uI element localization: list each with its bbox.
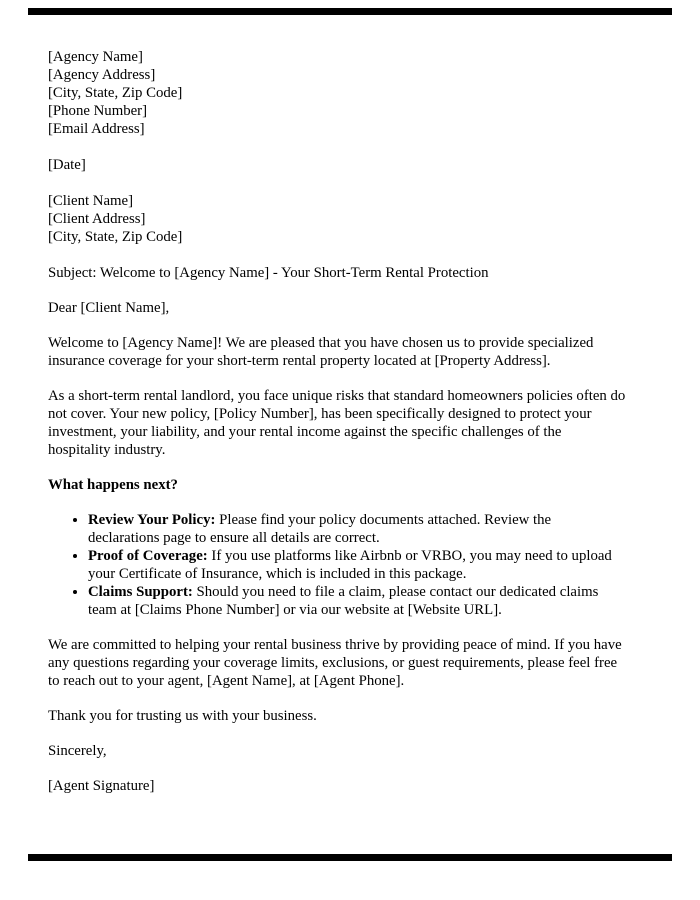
recipient-client-name: [Client Name] — [48, 193, 134, 209]
recipient-client-address: [Client Address] — [48, 211, 146, 227]
top-rule — [28, 8, 672, 15]
sender-phone: [Phone Number] — [48, 103, 148, 119]
paragraph-welcome: Welcome to [Agency Name]! We are pleased that you have chosen us to provide specialized insurance coverage for your short-term rental property located at [Property Address]. — [48, 335, 594, 369]
bullet-text: Please find your policy documents attached. Review the declarations page to ensure all details are correct. — [88, 512, 552, 546]
salutation: Dear [Client Name], — [48, 300, 170, 316]
sender-block — [48, 48, 626, 138]
list-item — [88, 547, 626, 583]
next-steps-heading: What happens next? — [48, 477, 178, 493]
bullet-label: Review Your Policy: — [88, 512, 216, 528]
date-line: [Date] — [48, 157, 86, 173]
recipient-city-state-zip: [City, State, Zip Code] — [48, 229, 183, 245]
sender-agency-name: [Agency Name] — [48, 49, 143, 65]
letter-content — [48, 48, 626, 812]
recipient-block — [48, 192, 626, 246]
bullet-label: Claims Support: — [88, 584, 193, 600]
list-item — [88, 511, 626, 547]
paragraph-committed: We are committed to helping your rental business thrive by providing peace of mind. If you have any questions regarding your coverage limits, exclusions, or guest requirements, please feel free to reach out to your agent, [Agent Name], at [Agent Phone]. — [48, 637, 622, 689]
sender-city-state-zip: [City, State, Zip Code] — [48, 85, 183, 101]
signature-placeholder: [Agent Signature] — [48, 778, 155, 794]
sender-agency-address: [Agency Address] — [48, 67, 156, 83]
paragraph-risks: As a short-term rental landlord, you face unique risks that standard homeowners policies often do not cover. Your new policy, [Policy Number], has been specifically designed to protect your investment, your liability, and your rental income against the specific challenges of the hospitality industry. — [48, 388, 626, 458]
list-item — [88, 583, 626, 619]
subject-line: Subject: Welcome to [Agency Name] - Your Short-Term Rental Protection — [48, 265, 489, 281]
bullet-label: Proof of Coverage: — [88, 548, 208, 564]
closing: Sincerely, — [48, 743, 107, 759]
bullet-text: Should you need to file a claim, please contact our dedicated claims team at [Claims Phone Number] or via our website at [Website URL]. — [88, 584, 599, 618]
bullet-text: If you use platforms like Airbnb or VRBO, you may need to upload your Certificate of Insurance, which is included in this package. — [88, 548, 612, 582]
next-steps-list — [48, 511, 626, 619]
paragraph-thanks: Thank you for trusting us with your business. — [48, 708, 317, 724]
sender-email: [Email Address] — [48, 121, 145, 137]
bottom-rule — [28, 854, 672, 861]
